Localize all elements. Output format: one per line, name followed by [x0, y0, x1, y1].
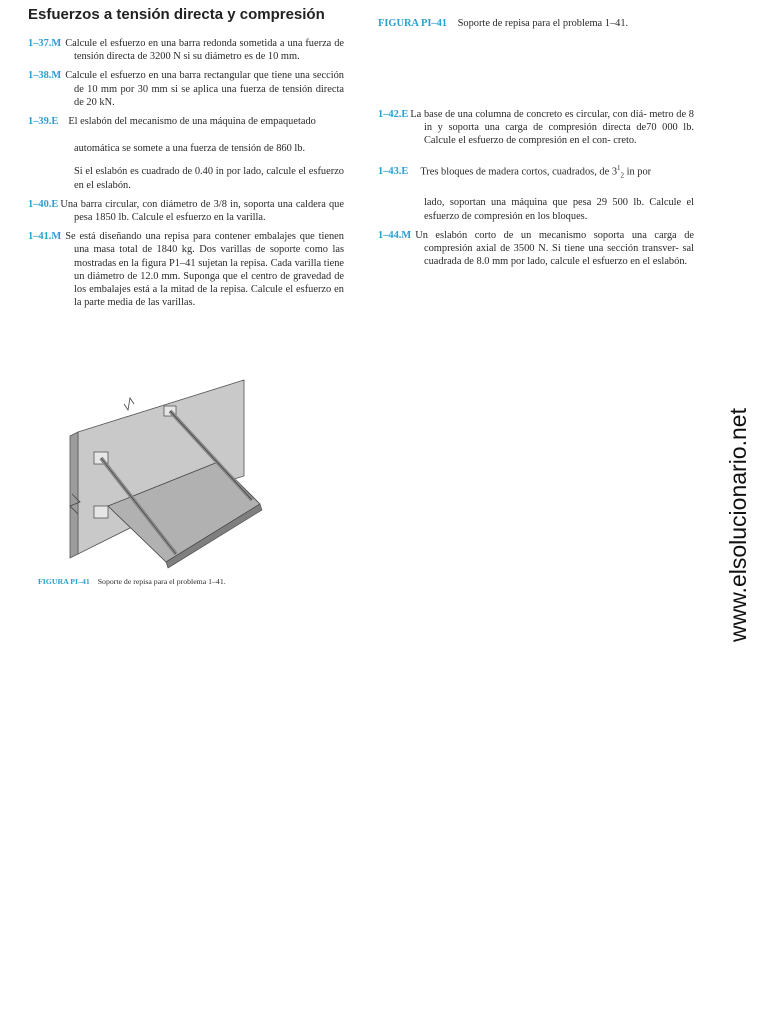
problem-text: Si el eslabón es cuadrado de 0.40 in por lado, calcule el esfuerzo en el eslabón.	[74, 166, 344, 191]
problem-text: Calcule el esfuerzo en una barra redonda sometida a una fuerza de tensión directa de 3200 N si su diámetro es de 10 mm.	[65, 38, 344, 63]
problem-1-43-cont	[378, 196, 694, 222]
watermark: www.elsolucionario.net	[725, 408, 751, 642]
problem-text: Tres bloques de madera cortos, cuadrados, de 3	[420, 166, 618, 178]
problem-number: 1–37.M	[28, 38, 62, 49]
problem-number: 1–39.E	[28, 116, 59, 128]
problem-text: El eslabón del mecanismo de una máquina de empaquetado	[68, 116, 316, 128]
figure-caption-bottom	[38, 577, 226, 586]
problem-number: 1–43.E	[378, 166, 409, 178]
problem-number: 1–40.E	[28, 198, 59, 210]
page-title: Esfuerzos a tensión directa y compresión	[28, 6, 325, 23]
wall-edge	[70, 432, 78, 558]
problem-1-39-cont2	[28, 165, 344, 191]
wall-bracket-lower-left	[94, 506, 108, 518]
left-column	[28, 37, 344, 315]
problem-text: Una barra circular, con diámetro de 3/8 in, soporta una caldera que pesa 1850 lb. Calcule el esfuerzo en la varilla.	[60, 198, 344, 224]
figure-caption-text: Soporte de repisa para el problema 1–41.	[97, 577, 226, 586]
problem-text: La base de una columna de concreto es circular, con diá- metro de 8 in y soporta una carga de compresión directa de70 000 lb. Calcule el esfuerzo de compresión en el con- creto.	[410, 109, 694, 147]
problem-1-39	[28, 115, 344, 128]
fraction-denominator: 2	[620, 171, 625, 180]
problem-number: 1–42.E	[378, 109, 409, 120]
problem-1-37	[28, 37, 344, 63]
problem-1-40	[28, 198, 344, 224]
problem-number: 1–41.M	[28, 231, 62, 243]
problem-number: 1–44.M	[378, 229, 412, 241]
problem-1-39-cont	[28, 142, 344, 155]
problem-number: 1–38.M	[28, 70, 62, 82]
figure-caption-text: Soporte de repisa para el problema 1–41.	[457, 18, 629, 29]
problem-1-41	[28, 230, 344, 309]
problem-text: Un eslabón corto de un mecanismo soporta una carga de compresión axial de 3500 N. Si tiene una sección transver- sal cuadrada de 8.0 mm por lado, calcule el esfuerzo en el eslabón.	[415, 229, 694, 268]
fraction-numerator: 1	[617, 163, 621, 172]
shelf-bracket-figure	[68, 366, 276, 570]
problem-text: in por	[624, 166, 652, 178]
figure-caption-top	[378, 18, 628, 29]
problem-1-38	[28, 69, 344, 109]
problem-text: automática se somete a una fuerza de tensión de 860 lb.	[74, 143, 306, 155]
problem-1-44	[378, 229, 694, 269]
problem-1-43	[378, 162, 694, 183]
problem-text: Se está diseñando una repisa para contener embalajes que tienen una masa total de 1840 kg. Dos varillas de soporte como las mostradas en la figura P1–41 sujetan la repisa. Cada varilla tiene un diámetro de 12.0 mm. Suponga que el centro de gravedad de los embalajes está a la mitad de la repisa. Calcule el esfuerzo en la parte media de las varillas.	[65, 231, 344, 309]
break-line-top	[124, 398, 134, 410]
problem-1-42	[378, 108, 694, 148]
right-column	[378, 108, 694, 274]
problem-text: Calcule el esfuerzo en una barra rectangular que tiene una sección de 10 mm por 30 mm si se aplica una fuerza de tensión directa de 20 kN.	[65, 70, 344, 108]
figure-label: FIGURA PI–41	[38, 577, 90, 586]
problem-text: lado, soportan una máquina que pesa 29 500 lb. Calcule el esfuerzo de compresión en los bloques.	[424, 197, 694, 222]
figure-label: FIGURA PI–41	[378, 18, 447, 29]
